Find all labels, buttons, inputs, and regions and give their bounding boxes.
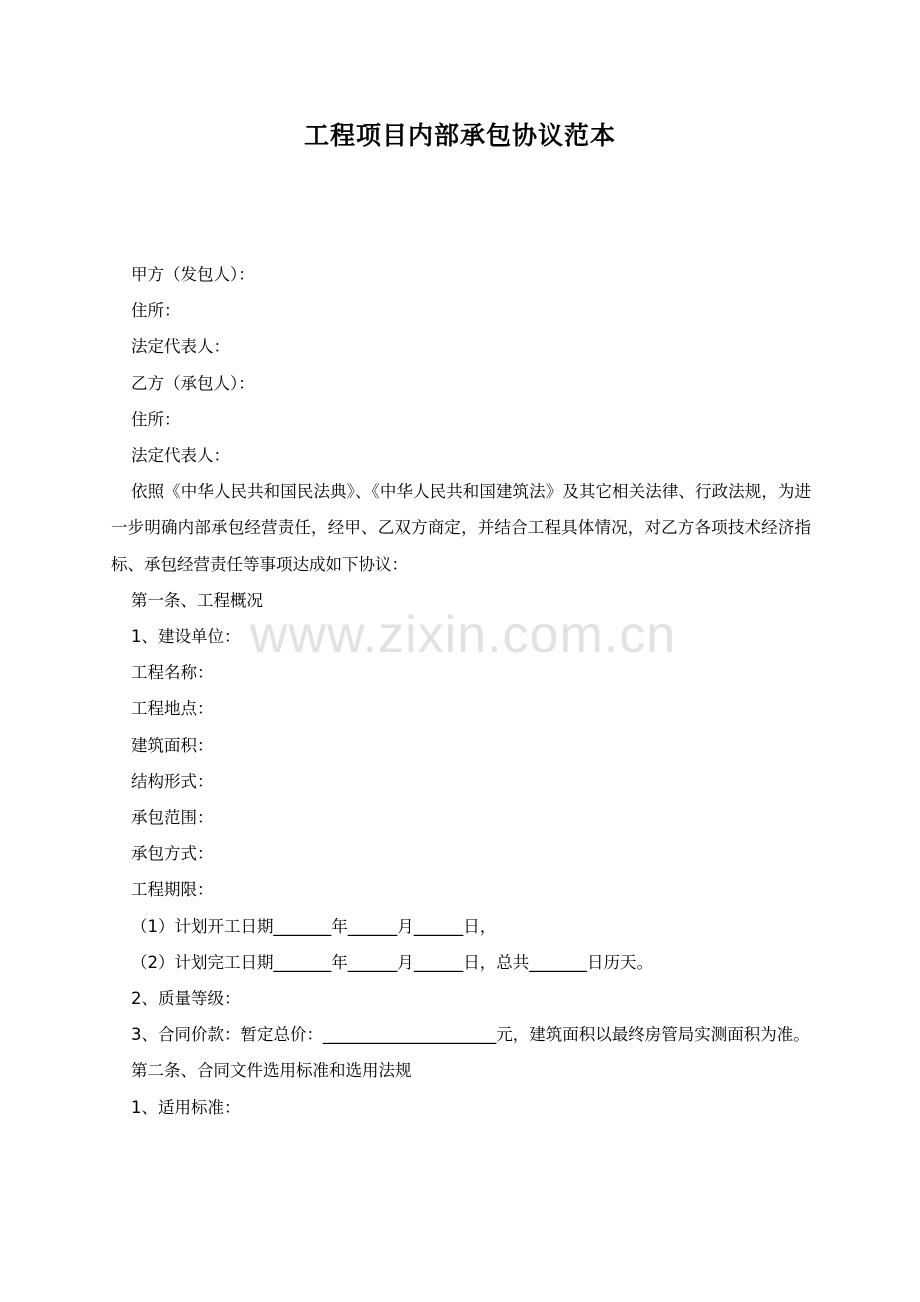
contract-method-line: 承包方式： (131, 844, 214, 864)
article-1-heading: 第一条、工程概况 (131, 590, 263, 610)
quality-grade-line: 2、质量等级： (131, 989, 241, 1009)
project-name-line: 工程名称： (131, 663, 214, 683)
construction-unit-line: 1、建设单位： (131, 627, 241, 647)
planned-start-date-line: （1）计划开工日期_______年______月______日， (131, 916, 497, 936)
document-title: 工程项目内部承包协议范本 (303, 121, 616, 150)
preamble-paragraph: 依照《中华人民共和国民法典》、《中华人民共和国建筑法》及其它相关法律、行政法规，为进一步明确内部承包经营责任，经甲、乙双方商定，并结合工程具体情况，对乙方各项技术经济指标、承包经营责任等事项达成如下协议： (111, 482, 811, 574)
party-a-address-line: 住所： (131, 301, 181, 321)
contract-scope-line: 承包范围： (131, 808, 214, 828)
planned-completion-date-line: （2）计划完工日期_______年______月______日，总共_______日历天。 (131, 952, 653, 972)
project-duration-line: 工程期限： (131, 880, 214, 900)
contract-price-paragraph: 3、合同价款：暂定总价：_____________________元，建筑面积以最终房管局实测面积为准。 (131, 1025, 810, 1045)
document-body (111, 257, 811, 1126)
watermark-text: www.zixin.com.cn (249, 606, 677, 664)
party-b-representative-line: 法定代表人： (131, 446, 230, 466)
project-location-line: 工程地点： (131, 699, 214, 719)
party-a-representative-line: 法定代表人： (131, 337, 230, 357)
party-b-address-line: 住所： (131, 409, 181, 429)
party-b-line: 乙方（承包人）： (131, 373, 255, 393)
article-2-heading: 第二条、合同文件选用标准和选用法规 (131, 1061, 412, 1081)
applicable-standards-line: 1、适用标准： (131, 1097, 241, 1117)
structure-form-line: 结构形式： (131, 771, 214, 791)
building-area-line: 建筑面积： (131, 735, 214, 755)
party-a-line: 甲方（发包人）： (131, 265, 255, 284)
